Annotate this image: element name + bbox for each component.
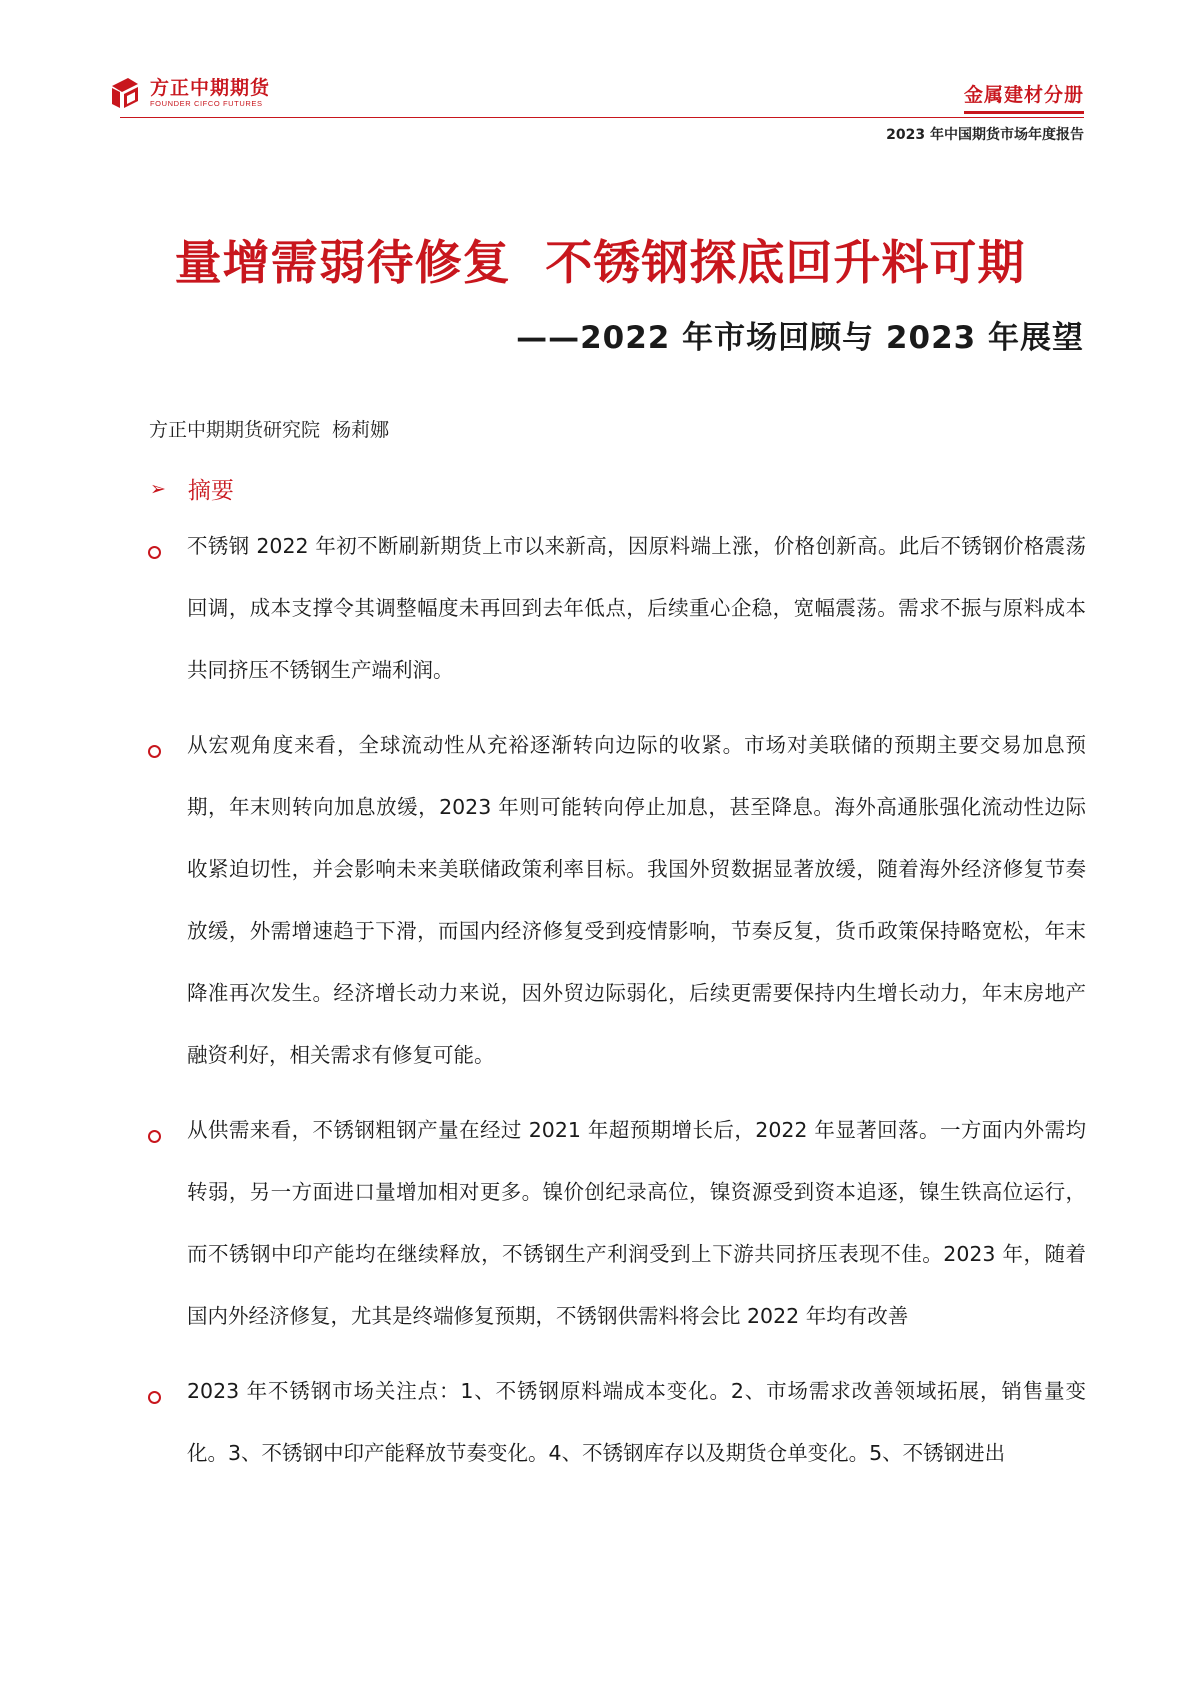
section-tag: 金属建材分册 bbox=[964, 80, 1084, 114]
bullet-text: 从宏观角度来看，全球流动性从充裕逐渐转向边际的收紧。市场对美联储的预期主要交易加息预期，年末则转向加息放缓，2023 年则可能转向停止加息，甚至降息。海外高通胀强化流动性边际收紧迫切性，并会影响未来美联储政策利率目标。我国外贸数据显著放缓，随着海外经济修复节奏放缓，外需增速趋于下滑，而国内经济修复受到疫情影响，节奏反复，货币政策保持略宽松，年末降准再次发生。经济增长动力来说，因外贸边际弱化，后续更需要保持内生增长动力，年末房地产融资利好，相关需求有修复可能。 bbox=[187, 733, 1086, 1067]
page-title: 量增需弱待修复 不锈钢探底回升料可期 bbox=[174, 236, 1026, 291]
circle-bullet-icon bbox=[148, 745, 161, 758]
bullet-text: 不锈钢 2022 年初不断刷新期货上市以来新高，因原料端上涨，价格创新高。此后不锈钢价格震荡回调，成本支撑令其调整幅度未再回到去年低点，后续重心企稳，宽幅震荡。需求不振与原料成本共同挤压不锈钢生产端利润。 bbox=[187, 534, 1086, 682]
founder-logo-icon bbox=[108, 76, 142, 110]
logo-chinese-name: 方正中期期货 bbox=[150, 77, 271, 99]
list-item bbox=[148, 731, 1086, 1086]
circle-bullet-icon bbox=[148, 546, 161, 559]
report-name: 2023 年中国期货市场年度报告 bbox=[886, 127, 1084, 143]
list-item bbox=[148, 532, 1086, 701]
list-item bbox=[148, 1377, 1086, 1484]
abstract-list bbox=[148, 532, 1086, 1514]
arrow-bullet-icon: ➢ bbox=[150, 477, 166, 500]
abstract-label: 摘要 bbox=[187, 478, 234, 504]
list-item bbox=[148, 1116, 1086, 1347]
bullet-text: 2023 年不锈钢市场关注点：1、不锈钢原料端成本变化。2、市场需求改善领域拓展，销售量变化。3、不锈钢中印产能释放节奏变化。4、不锈钢库存以及期货仓单变化。5、不锈钢进出 bbox=[187, 1379, 1086, 1465]
page-subtitle: ——2022 年市场回顾与 2023 年展望 bbox=[516, 320, 1084, 356]
header-divider bbox=[120, 117, 1084, 118]
company-logo bbox=[108, 76, 270, 110]
bullet-text: 从供需来看，不锈钢粗钢产量在经过 2021 年超预期增长后，2022 年显著回落。一方面内外需均转弱，另一方面进口量增加相对更多。镍价创纪录高位，镍资源受到资本追逐，镍生铁高位运行，而不锈钢中印产能均在继续释放，不锈钢生产利润受到上下游共同挤压表现不佳。2023 年，随着国内外经济修复，尤其是终端修复预期，不锈钢供需料将会比 2022 年均有改善 bbox=[187, 1118, 1086, 1328]
circle-bullet-icon bbox=[148, 1130, 161, 1143]
circle-bullet-icon bbox=[148, 1391, 161, 1404]
logo-english-name: FOUNDER CIFCO FUTURES bbox=[150, 99, 263, 108]
abstract-heading bbox=[150, 472, 234, 505]
header-section bbox=[964, 80, 1084, 114]
author-line: 方正中期期货研究院 杨莉娜 bbox=[149, 419, 390, 441]
